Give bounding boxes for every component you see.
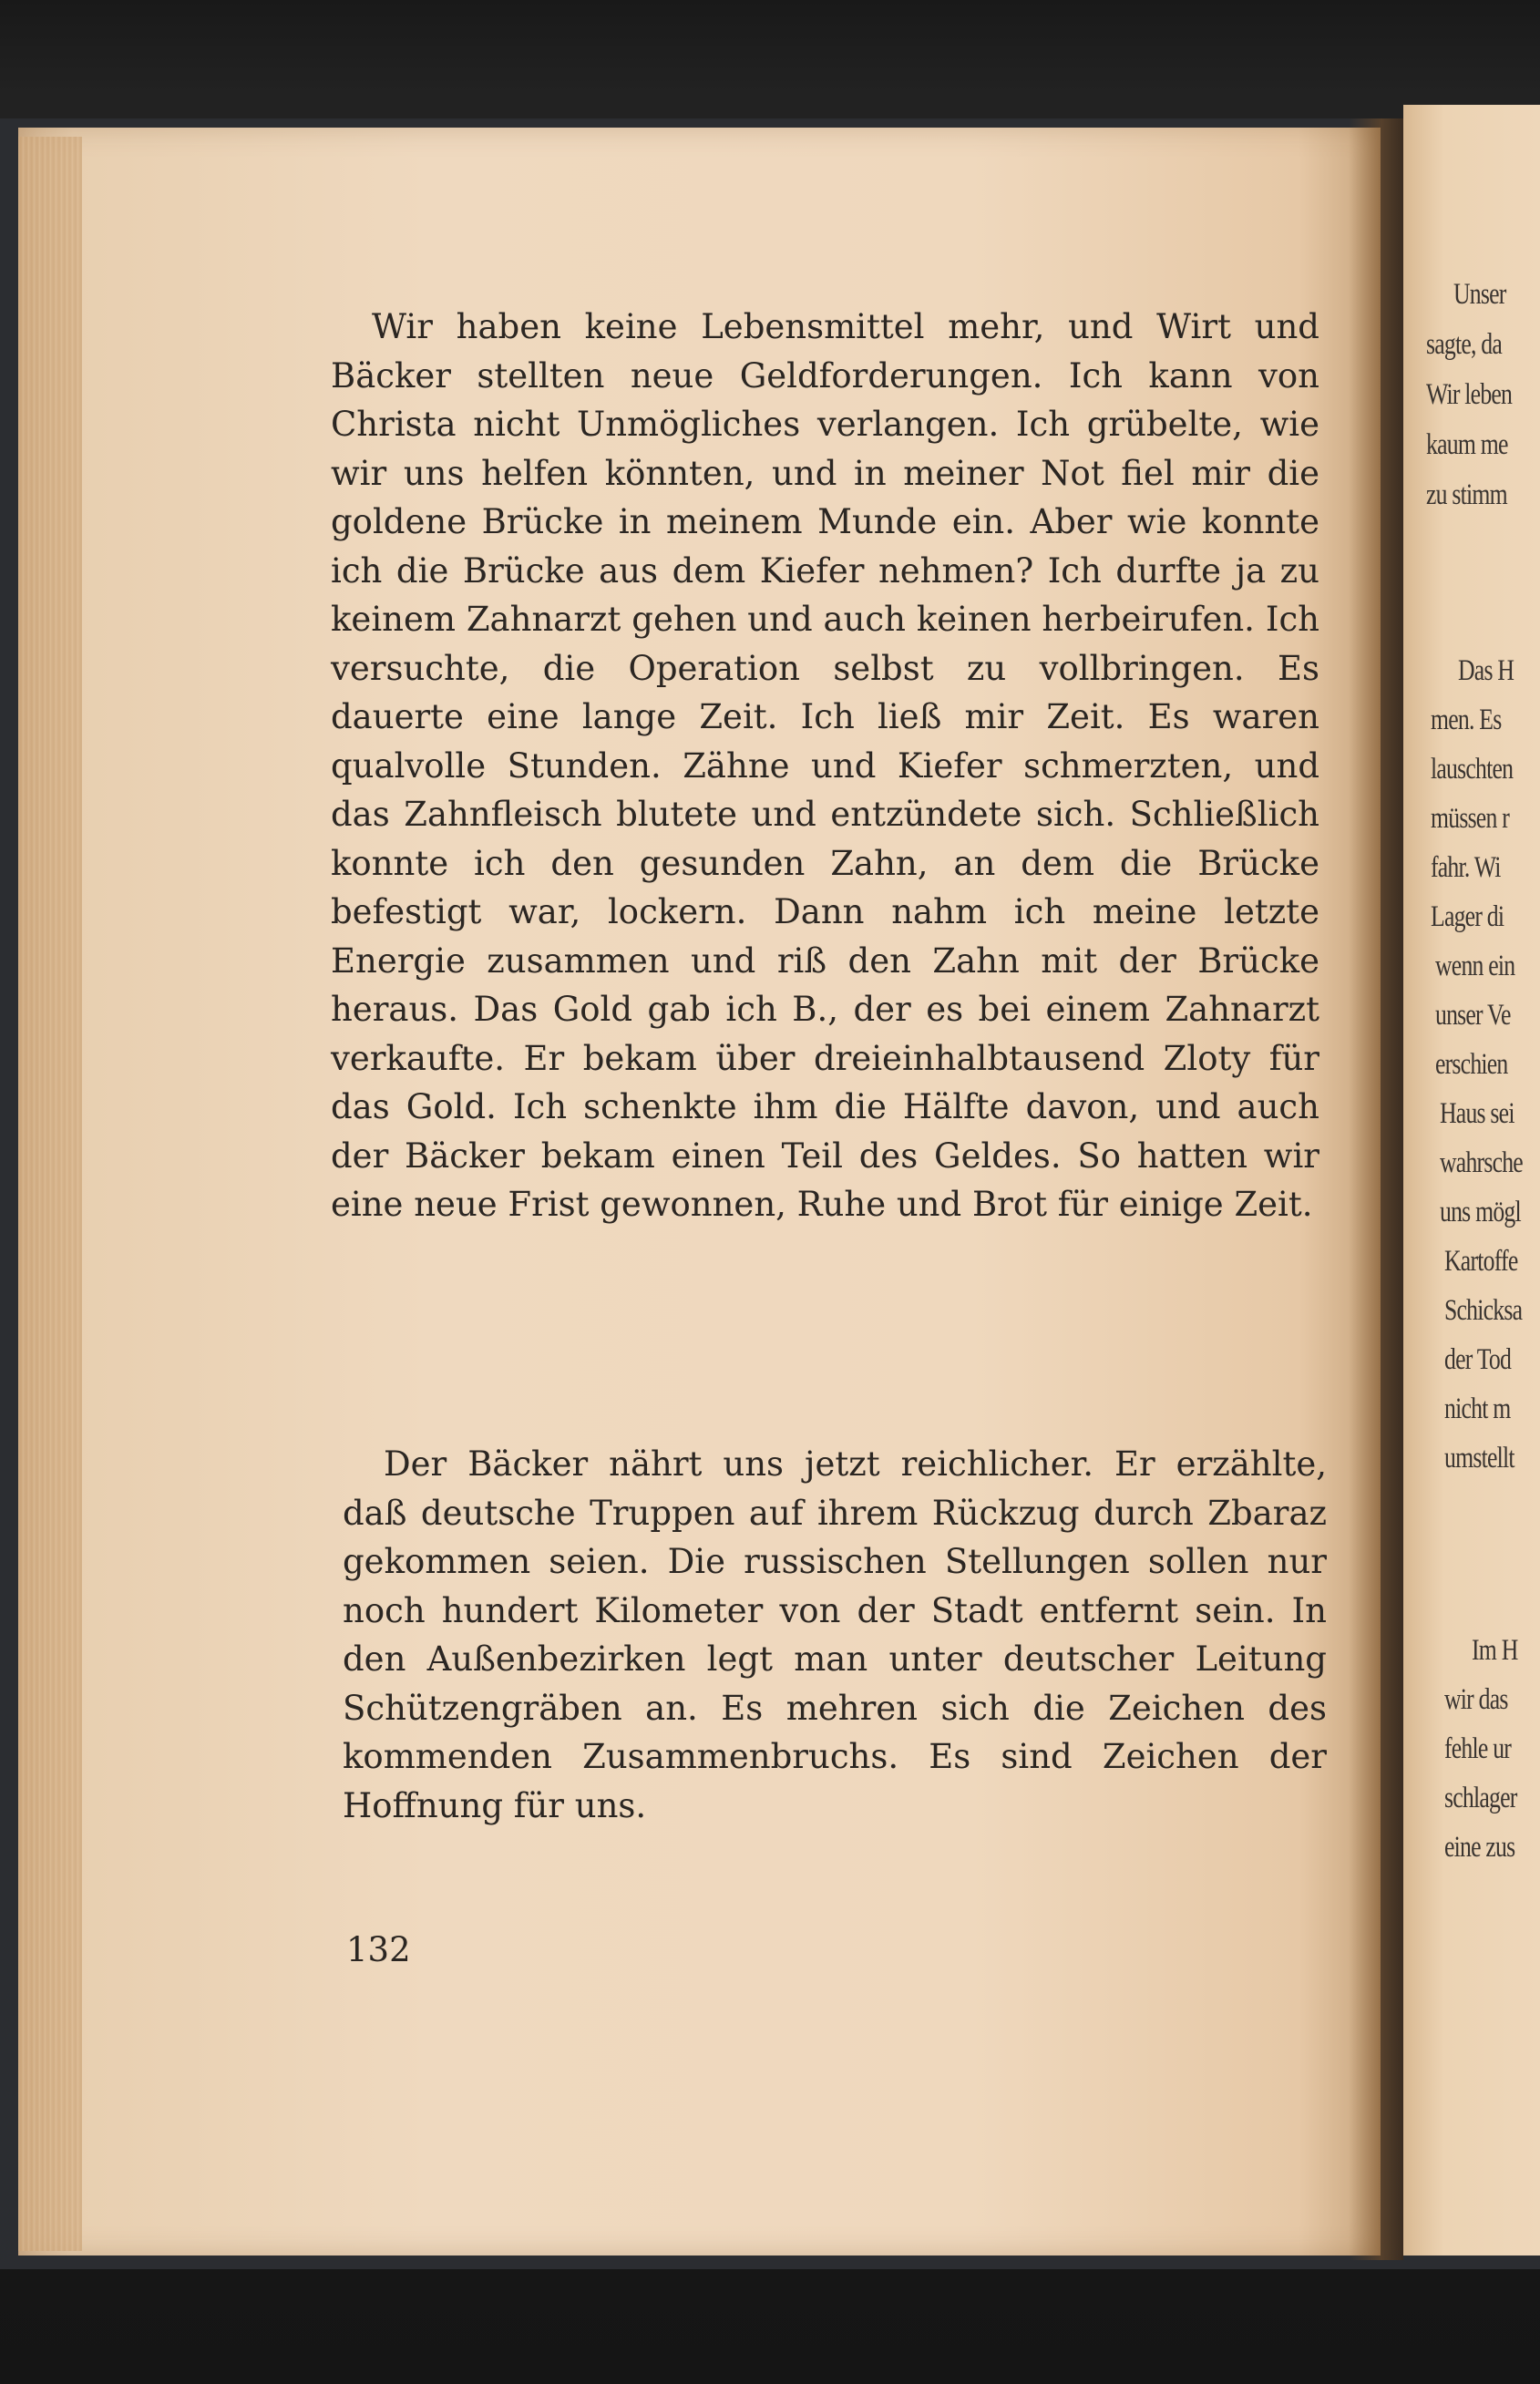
right-page-line: Kartoffe bbox=[1444, 1245, 1518, 1278]
right-page-line: Haus sei bbox=[1440, 1097, 1514, 1130]
right-page-line: sagte, da bbox=[1426, 328, 1503, 361]
right-page-line: wenn ein bbox=[1435, 950, 1515, 982]
right-page-line: unser Ve bbox=[1435, 999, 1511, 1032]
right-page-line: Im H bbox=[1472, 1634, 1518, 1667]
right-page-line: Wir leben bbox=[1426, 378, 1513, 411]
right-page-line: Lager di bbox=[1431, 900, 1504, 933]
right-page-line: umstellt bbox=[1444, 1442, 1514, 1475]
right-page bbox=[1403, 105, 1540, 2256]
right-page-line: uns mögl bbox=[1440, 1196, 1521, 1228]
right-page-line: lauschten bbox=[1431, 753, 1514, 786]
right-page-line: wahrsche bbox=[1440, 1146, 1523, 1179]
right-page-line: fehle ur bbox=[1444, 1732, 1512, 1765]
right-page-line: Unser bbox=[1453, 278, 1506, 311]
right-page-line: schlager bbox=[1444, 1782, 1517, 1814]
page-number: 132 bbox=[346, 1930, 411, 1969]
book-gutter bbox=[1349, 118, 1403, 2260]
page-stack-edges bbox=[18, 137, 82, 2251]
right-page-line: men. Es bbox=[1431, 704, 1502, 736]
right-page-line: der Tod bbox=[1444, 1343, 1512, 1376]
right-page-line: fahr. Wi bbox=[1431, 851, 1501, 884]
right-page-line: wir das bbox=[1444, 1683, 1508, 1716]
paragraph-1: Wir haben keine Lebensmittel mehr, und Wirt und Bäcker stellten neue Geldforderungen. Ich kann von Christa nicht Unmögliches verlangen. Ich grübelte, wie wir uns helfen könnten, und in meiner Not fiel mir die goldene Brücke in meinem Munde ein. Aber wie konnte ich die Brücke aus dem Kiefer nehmen? Ich durfte ja zu keinem Zahnarzt gehen und auch keinen herbeirufen. Ich versuchte, die Operation selbst zu vollbringen. Es dauerte eine lange Zeit. Ich ließ mir Zeit. Es waren qualvolle Stunden. Zähne und Kiefer schmerzten, und das Zahnfleisch blutete und entzündete sich. Schließlich konnte ich den gesunden Zahn, an dem die Brücke befestigt war, lockern. Dann nahm ich meine letzte Energie zusammen und riß den Zahn mit der Brücke heraus. Das Gold gab ich B., der es bei einem Zahnarzt verkaufte. Er bekam über dreieinhalbtausend Zloty für das Gold. Ich schenkte ihm die Hälfte davon, und auch der Bäcker bekam einen Teil des Geldes. So hatten wir eine neue Frist gewonnen, Ruhe und Brot für einige Zeit. bbox=[331, 307, 1319, 1224]
right-page-line: müssen r bbox=[1431, 802, 1509, 835]
paragraph-2: Der Bäcker nährt uns jetzt reichlicher. Er erzählte, daß deutsche Truppen auf ihrem Rückzug durch Zbaraz gekommen seien. Die russischen Stellungen sollen nur noch hundert Kilometer von der Stadt entfernt sein. In den Außenbezirken legt man unter deutscher Leitung Schützengräben an. Es mehren sich die Zeichen des kommenden Zusammenbruchs. Es sind Zeichen der Hoffnung für uns. bbox=[343, 1444, 1327, 1825]
right-page-line: erschien bbox=[1435, 1048, 1508, 1081]
right-page-line: Schicksa bbox=[1444, 1294, 1523, 1327]
right-page-line: Das H bbox=[1458, 654, 1514, 687]
right-page-line: kaum me bbox=[1426, 428, 1508, 461]
right-page-line: nicht m bbox=[1444, 1392, 1511, 1425]
right-page-line: eine zus bbox=[1444, 1831, 1515, 1864]
right-page-line: zu stimm bbox=[1426, 478, 1507, 511]
